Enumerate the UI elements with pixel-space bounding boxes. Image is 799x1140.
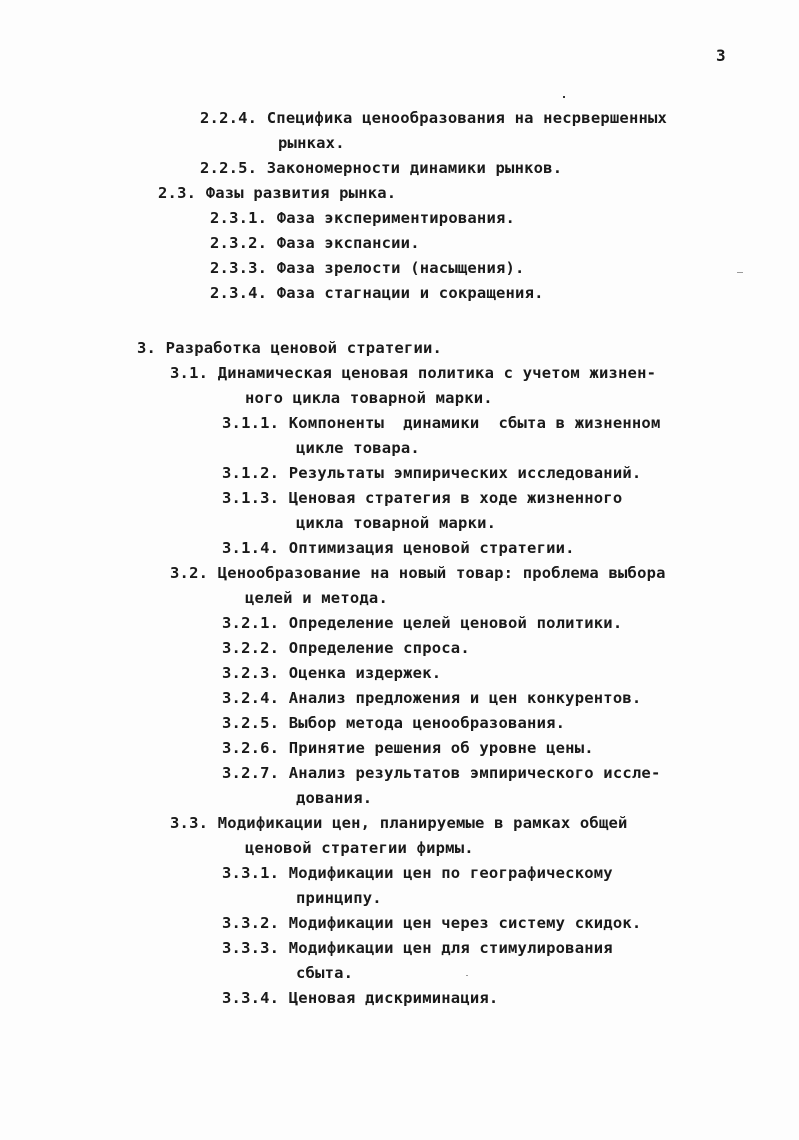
toc-text: целей и метода. xyxy=(245,589,388,607)
toc-number: 3.2.1. xyxy=(222,614,280,632)
toc-entry-3-2-3 xyxy=(222,663,441,683)
toc-entry-3-3-4 xyxy=(222,988,498,1008)
toc-text: ного цикла товарной марки. xyxy=(245,389,493,407)
toc-text: Модификации цен через систему скидок. xyxy=(288,914,642,932)
toc-entry-3 xyxy=(137,338,442,358)
toc-entry-3-2-cont xyxy=(245,588,388,608)
toc-text: Ценовая стратегия в ходе жизненного xyxy=(288,489,623,507)
toc-text: Фаза экспансии. xyxy=(276,234,420,252)
toc-entry-3-1-3-cont xyxy=(296,513,496,533)
toc-text: Модификации цен, планируемые в рамках общей xyxy=(217,814,628,832)
toc-entry-2-2-5 xyxy=(200,158,562,178)
toc-number: 2.3.1. xyxy=(210,209,268,227)
scan-speck xyxy=(737,272,743,273)
toc-entry-3-3-1-cont xyxy=(296,888,382,908)
toc-text: Ценообразование на новый товар: проблема выбора xyxy=(217,564,666,582)
toc-number: 3.2.4. xyxy=(222,689,280,707)
toc-text: цикла товарной марки. xyxy=(296,514,497,532)
toc-entry-3-2-7-cont xyxy=(296,788,372,808)
toc-text: Фаза стагнации и сокращения. xyxy=(276,284,544,302)
toc-entry-3-3-3 xyxy=(222,938,613,958)
toc-text: рынках. xyxy=(278,134,345,152)
toc-entry-3-1-1-cont xyxy=(296,438,420,458)
toc-text: Фаза экспериментирования. xyxy=(276,209,516,227)
toc-number: 3.3.3. xyxy=(222,939,280,957)
toc-number: 3.2.6. xyxy=(222,739,280,757)
toc-entry-2-3-4 xyxy=(210,283,544,303)
toc-entry-2-2-4 xyxy=(200,108,667,128)
toc-text: Ценовая дискриминация. xyxy=(288,989,499,1007)
toc-number: 3.3.2. xyxy=(222,914,280,932)
toc-text: Принятие решения об уровне цены. xyxy=(288,739,594,757)
toc-entry-3-2-4 xyxy=(222,688,641,708)
toc-number: 2.3.2. xyxy=(210,234,268,252)
toc-entry-3-1-3 xyxy=(222,488,622,508)
scan-speck xyxy=(563,96,565,98)
toc-number: 3. xyxy=(137,339,157,357)
toc-text: Результаты эмпирических исследований. xyxy=(288,464,642,482)
toc-entry-3-3-3-cont xyxy=(296,963,353,983)
toc-text: ценовой стратегии фирмы. xyxy=(245,839,474,857)
toc-number: 2.3. xyxy=(158,184,197,202)
toc-text: Разработка ценовой стратегии. xyxy=(165,339,443,357)
toc-text: принципу. xyxy=(296,889,382,907)
toc-text: Анализ результатов эмпирического иссле- xyxy=(288,764,661,782)
toc-text: Выбор метода ценообразования. xyxy=(288,714,566,732)
toc-text: дования. xyxy=(296,789,373,807)
toc-text: Специфика ценообразования на несрвершенных xyxy=(266,109,668,127)
toc-number: 3.3.1. xyxy=(222,864,280,882)
toc-text: Динамическая ценовая политика с учетом жизнен- xyxy=(217,364,657,382)
toc-number: 3.3.4. xyxy=(222,989,280,1007)
toc-number: 3.2.3. xyxy=(222,664,280,682)
toc-entry-3-1-cont xyxy=(245,388,493,408)
toc-entry-3-3-1 xyxy=(222,863,613,883)
toc-entry-3-3-cont xyxy=(245,838,474,858)
toc-entry-3-2-5 xyxy=(222,713,565,733)
toc-entry-3-2-6 xyxy=(222,738,594,758)
toc-text: цикле товара. xyxy=(296,439,420,457)
toc-text: Фаза зрелости (насыщения). xyxy=(276,259,525,277)
toc-text: Оценка издержек. xyxy=(288,664,442,682)
toc-number: 3.1.1. xyxy=(222,414,280,432)
toc-text: Закономерности динамики рынков. xyxy=(266,159,563,177)
toc-text: Анализ предложения и цен конкурентов. xyxy=(288,689,642,707)
toc-entry-3-3 xyxy=(170,813,628,833)
toc-number: 3.3. xyxy=(170,814,209,832)
toc-text: Модификации цен по географическому xyxy=(288,864,613,882)
toc-number: 2.3.3. xyxy=(210,259,268,277)
toc-text: Определение целей ценовой политики. xyxy=(288,614,623,632)
toc-entry-2-2-4-cont xyxy=(278,133,345,153)
toc-number: 3.1. xyxy=(170,364,209,382)
toc-text: сбыта. xyxy=(296,964,354,982)
toc-number: 2.3.4. xyxy=(210,284,268,302)
toc-number: 2.2.4. xyxy=(200,109,258,127)
toc-number: 3.2.2. xyxy=(222,639,280,657)
toc-entry-2-3-3 xyxy=(210,258,525,278)
scan-speck xyxy=(466,975,468,976)
toc-number: 3.1.3. xyxy=(222,489,280,507)
toc-number: 3.1.2. xyxy=(222,464,280,482)
toc-text: Определение спроса. xyxy=(288,639,470,657)
toc-number: 3.2. xyxy=(170,564,209,582)
page-number: 3 xyxy=(716,46,726,65)
toc-entry-3-3-2 xyxy=(222,913,641,933)
toc-entry-3-2 xyxy=(170,563,666,583)
toc-entry-3-1-4 xyxy=(222,538,575,558)
toc-entry-2-3-1 xyxy=(210,208,515,228)
toc-entry-3-2-2 xyxy=(222,638,470,658)
toc-number: 3.2.5. xyxy=(222,714,280,732)
toc-text: Компоненты динамики сбыта в жизненном xyxy=(288,414,661,432)
toc-entry-2-3-2 xyxy=(210,233,420,253)
toc-number: 3.2.7. xyxy=(222,764,280,782)
toc-text: Модификации цен для стимулирования xyxy=(288,939,613,957)
toc-entry-3-1-1 xyxy=(222,413,661,433)
toc-entry-3-2-7 xyxy=(222,763,661,783)
toc-entry-3-1-2 xyxy=(222,463,641,483)
toc-entry-3-2-1 xyxy=(222,613,622,633)
toc-text: Фазы развития рынка. xyxy=(205,184,397,202)
toc-number: 3.1.4. xyxy=(222,539,280,557)
toc-number: 2.2.5. xyxy=(200,159,258,177)
toc-entry-2-3 xyxy=(158,183,396,203)
toc-entry-3-1 xyxy=(170,363,656,383)
toc-text: Оптимизация ценовой стратегии. xyxy=(288,539,575,557)
